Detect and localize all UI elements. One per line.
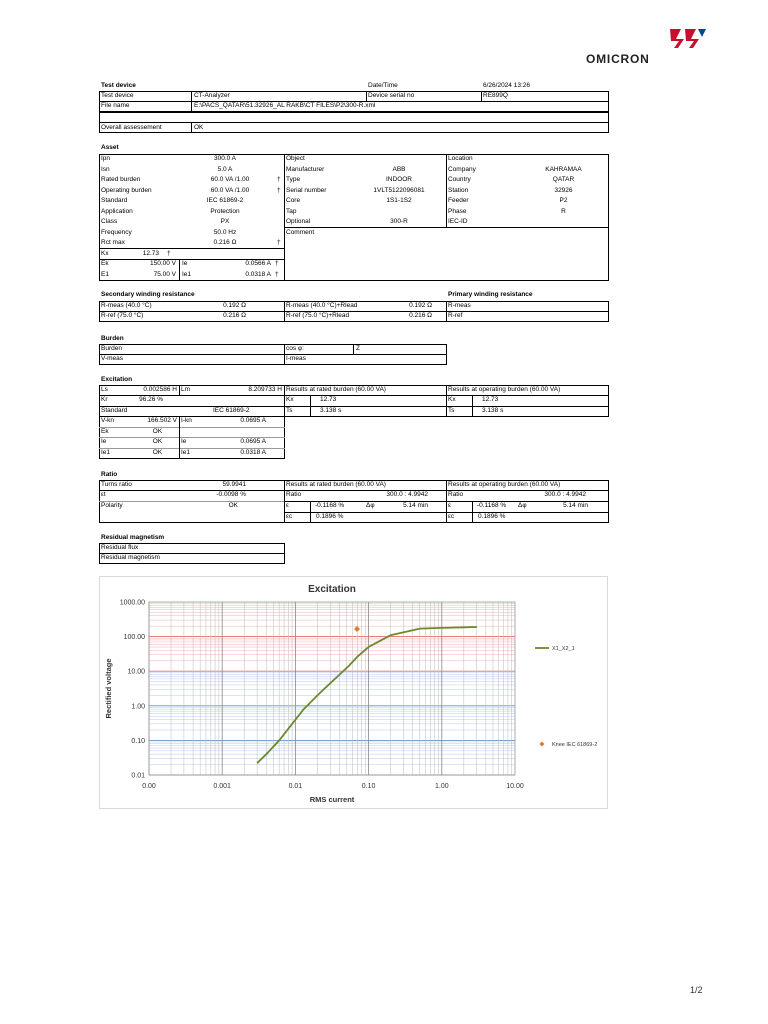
ratio-rated-ratio-value: 300.0 : 4.9942 <box>386 491 428 498</box>
ek-value: 150.00 V <box>149 260 176 267</box>
ikn-label: I-kn <box>181 417 192 424</box>
primary-resistance-title: Primary winding resistance <box>448 291 533 298</box>
rct-max-value: 0.216 Ω <box>213 239 237 246</box>
legend-label-x1-x2-1: X1_X2_1 <box>552 646 575 652</box>
ratio-op-ratio-value: 300.0 : 4.9942 <box>544 491 586 498</box>
test-device-label: Test device <box>101 92 134 99</box>
ratio-op-dphi-label: Δφ <box>518 502 527 509</box>
asset-title: Asset <box>101 144 119 151</box>
class-label: Class <box>101 218 118 225</box>
file-name-label: File name <box>101 102 130 109</box>
exc-standard-value: IEC 61869-2 <box>213 407 250 414</box>
exc-rated-kx-label: Kx <box>286 396 294 403</box>
frequency-label: Frequency <box>101 229 132 236</box>
exc-rated-title: Results at rated burden (60.00 VA) <box>286 386 386 393</box>
iec-id-label: IEC-ID <box>448 218 468 225</box>
ls-value: 0.002586 H <box>143 386 177 393</box>
chart-title: Excitation <box>308 584 356 595</box>
x-tick-label: 0.001 <box>213 783 231 790</box>
et-value: -0.0098 % <box>216 491 246 498</box>
e1-mark: † <box>275 271 279 278</box>
burden-label: Burden <box>101 345 122 352</box>
y-tick-label: 10.00 <box>127 668 145 676</box>
rated-burden-label: Rated burden <box>101 176 141 183</box>
y-tick-label: 1000.00 <box>119 599 145 607</box>
application-label: Application <box>101 208 133 215</box>
ratio-op-ec-value: 0.1896 % <box>478 513 506 520</box>
object-label: Object <box>286 155 305 162</box>
r-meas-rlead-value: 0.192 Ω <box>409 302 432 309</box>
exc-rated-ts-value: 3.138 s <box>320 407 342 414</box>
overall-assessment-value: OK <box>194 124 204 131</box>
ratio-rated-e-label: ε <box>286 502 289 509</box>
operating-burden-mark: † <box>277 187 281 194</box>
serial-number-value: 1VLT5122096081 <box>373 187 425 194</box>
exc-ie1b-value: 0.0318 A <box>240 449 266 456</box>
turns-ratio-label: Turns ratio <box>101 481 132 488</box>
r-meas-label: R-meas (40.0 °C) <box>101 302 152 309</box>
r-meas-value: 0.192 Ω <box>223 302 246 309</box>
x-axis-label: RMS current <box>309 795 355 804</box>
y-tick-label: 0.10 <box>131 737 145 745</box>
r-ref-rlead-value: 0.216 Ω <box>409 312 432 319</box>
rated-burden-mark: † <box>277 176 281 183</box>
ratio-rated-e-value: -0.1168 % <box>315 502 345 509</box>
i-meas-label: I-meas <box>286 355 306 362</box>
ek-label: Ek <box>101 260 109 267</box>
optional-label: Optional <box>286 218 311 225</box>
kx-mark: † <box>167 250 171 257</box>
turns-ratio-value: 59.9941 <box>222 481 246 488</box>
primary-r-ref-label: R-ref <box>448 312 463 319</box>
ratio-operating-title: Results at operating burden (60.00 VA) <box>448 481 561 488</box>
ratio-op-e-value: -0.1168 % <box>477 502 507 509</box>
datetime-value: 6/26/2024 13:26 <box>483 82 530 89</box>
x-tick-label: 0.00 <box>142 783 156 790</box>
standard-label: Standard <box>101 197 128 204</box>
cos-phi-label: cos φ: <box>286 345 304 352</box>
frequency-value: 50.0 Hz <box>213 229 237 236</box>
omicron-logo-icon <box>668 27 708 49</box>
rct-max-label: Rct max <box>101 239 125 246</box>
r-meas-rlead-label: R-meas (40.0 °C)+Rlead <box>286 302 358 309</box>
tap-label: Tap <box>286 208 297 215</box>
y-axis-label: Rectified voltage <box>104 658 113 719</box>
ipn-label: Ipn <box>101 155 111 162</box>
ratio-rated-ec-label: εc <box>286 513 293 520</box>
ratio-title: Ratio <box>101 471 118 478</box>
polarity-value: OK <box>228 502 238 509</box>
class-value: PX <box>220 218 230 225</box>
legend-label-knee: Knee IEC 61869-2 <box>552 742 598 748</box>
ratio-op-dphi-value: 5.14 min <box>563 502 588 509</box>
exc-ie1-value: OK <box>152 449 163 456</box>
exc-ie2-label: Ie <box>181 438 187 445</box>
station-value: 32926 <box>554 187 573 194</box>
exc-rated-ts-label: Ts <box>286 407 293 414</box>
operating-burden-label: Operating burden <box>101 187 152 194</box>
x-tick-label: 1.00 <box>434 783 449 790</box>
polarity-label: Polarity <box>101 502 123 509</box>
exc-operating-title: Results at operating burden (60.00 VA) <box>448 386 561 393</box>
company-label: Company <box>448 166 476 173</box>
company-value: KAHRAMAA <box>545 166 582 173</box>
brand-name: OMICRON <box>586 52 650 66</box>
ek-ie-label: Ie <box>182 260 188 267</box>
overall-assessment-label: Overall assessement <box>101 124 162 131</box>
ek-ie-value: 0.0566 A <box>245 260 271 267</box>
ratio-rated-dphi-value: 5.14 min <box>403 502 428 509</box>
excitation-chart <box>99 576 608 809</box>
ikn-value: 0.0695 A <box>240 417 266 424</box>
burden-title: Burden <box>101 335 124 342</box>
kr-label: Kr <box>101 396 108 403</box>
exc-ek-value: OK <box>152 428 163 435</box>
test-device-value: CT-Analyzer <box>194 92 230 99</box>
core-label: Core <box>286 197 301 204</box>
manufacturer-value: ABB <box>392 166 406 173</box>
type-value: INDOOR <box>386 176 412 183</box>
manufacturer-label: Manufacturer <box>286 166 325 173</box>
device-serial-label: Device serial no <box>368 92 415 99</box>
omicron-logo <box>668 27 708 49</box>
isn-label: Isn <box>101 166 110 173</box>
x-tick-label: 10.00 <box>506 783 524 790</box>
country-label: Country <box>448 176 471 183</box>
application-value: Protection <box>210 208 240 215</box>
operating-burden-value: 60.0 VA /1.00 <box>210 187 250 194</box>
phase-value: R <box>561 208 566 215</box>
kx-value: 12.73 <box>142 250 159 257</box>
r-ref-rlead-label: R-ref (75.0 °C)+Rlead <box>286 312 350 319</box>
et-label: εt <box>101 491 106 498</box>
standard-value: IEC 61869-2 <box>206 197 244 204</box>
exc-op-ts-value: 3.138 s <box>482 407 504 414</box>
residual-title: Residual magnetism <box>101 534 165 541</box>
file-name-value: E:\PACS_QATAR\51.32926_AL RAKB\CT FILES\P2\300-R.xml <box>194 102 376 109</box>
residual-magnetism-label: Residual magnetism <box>101 554 160 561</box>
ek-mark: † <box>275 260 279 267</box>
ratio-rated-dphi-label: Δφ <box>366 502 375 509</box>
ratio-op-ratio-label: Ratio <box>448 491 464 498</box>
type-label: Type <box>286 176 301 183</box>
rct-max-mark: † <box>277 239 281 246</box>
test-device-title: Test device <box>101 82 136 89</box>
x-tick-label: 0.10 <box>361 783 376 790</box>
serial-number-label: Serial number <box>286 187 327 194</box>
station-label: Station <box>448 187 469 194</box>
country-value: QATAR <box>552 176 575 183</box>
vkn-label: V-kn <box>101 417 115 424</box>
e1-ie1-value: 0.0318 A <box>245 271 271 278</box>
ratio-op-e-label: ε <box>448 502 451 509</box>
exc-op-kx-label: Kx <box>448 396 456 403</box>
exc-ek-label: Ek <box>101 428 109 435</box>
ls-label: Ls <box>101 386 108 393</box>
e1-ie1-label: Ie1 <box>182 271 192 278</box>
y-tick-label: 0.01 <box>131 772 145 780</box>
y-tick-label: 1.00 <box>131 703 145 711</box>
r-ref-label: R-ref (75.0 °C) <box>101 312 144 319</box>
ratio-rated-title: Results at rated burden (60.00 VA) <box>286 481 386 488</box>
kx-label: Kx <box>101 250 109 257</box>
kr-value: 96.26 % <box>139 396 163 403</box>
e1-label: E1 <box>101 271 109 278</box>
exc-rated-kx-value: 12.73 <box>320 396 337 403</box>
x-tick-label: 0.01 <box>288 783 303 790</box>
residual-flux-label: Residual flux <box>101 544 139 551</box>
ratio-op-ec-label: εc <box>448 513 455 520</box>
v-meas-label: V-meas <box>101 355 124 362</box>
core-value: 1S1-1S2 <box>386 197 412 204</box>
rated-burden-value: 60.0 VA /1.00 <box>210 176 250 183</box>
exc-op-kx-value: 12.73 <box>482 396 499 403</box>
ratio-rated-ratio-label: Ratio <box>286 491 302 498</box>
location-label: Location <box>448 155 473 162</box>
exc-ie2-value: 0.0695 A <box>240 438 266 445</box>
page-number: 1/2 <box>690 985 703 995</box>
y-tick-label: 100.00 <box>123 634 145 642</box>
feeder-value: P2 <box>559 197 568 204</box>
lm-value: 8.209733 H <box>248 386 282 393</box>
exc-standard-label: Standard <box>101 407 128 414</box>
exc-ie-value: OK <box>152 438 163 445</box>
exc-ie-label: Ie <box>101 438 107 445</box>
feeder-label: Feeder <box>448 197 469 204</box>
lm-label: Lm <box>181 386 191 393</box>
ratio-rated-ec-value: 0.1896 % <box>316 513 344 520</box>
datetime-label: Date/Time <box>368 82 398 89</box>
plot-bg-lower <box>149 671 515 775</box>
ipn-value: 300.0 A <box>213 155 237 162</box>
device-serial-value: RE899Q <box>483 92 508 99</box>
exc-ie1b-label: Ie1 <box>181 449 191 456</box>
comment-label: Comment <box>286 229 315 236</box>
vkn-value: 166.502 V <box>147 417 177 424</box>
exc-op-ts-label: Ts <box>448 407 455 414</box>
primary-r-meas-label: R-meas <box>448 302 471 309</box>
optional-value: 300-R <box>390 218 408 225</box>
excitation-title: Excitation <box>101 376 133 383</box>
e1-value: 75.00 V <box>153 271 176 278</box>
legend-diamond-swatch <box>540 742 545 747</box>
z-label: Z <box>356 345 360 352</box>
isn-value: 5.0 A <box>217 166 233 173</box>
phase-label: Phase <box>448 208 467 215</box>
exc-ie1-label: Ie1 <box>101 449 111 456</box>
r-ref-value: 0.216 Ω <box>223 312 246 319</box>
secondary-resistance-title: Secondary winding resistance <box>101 291 195 298</box>
